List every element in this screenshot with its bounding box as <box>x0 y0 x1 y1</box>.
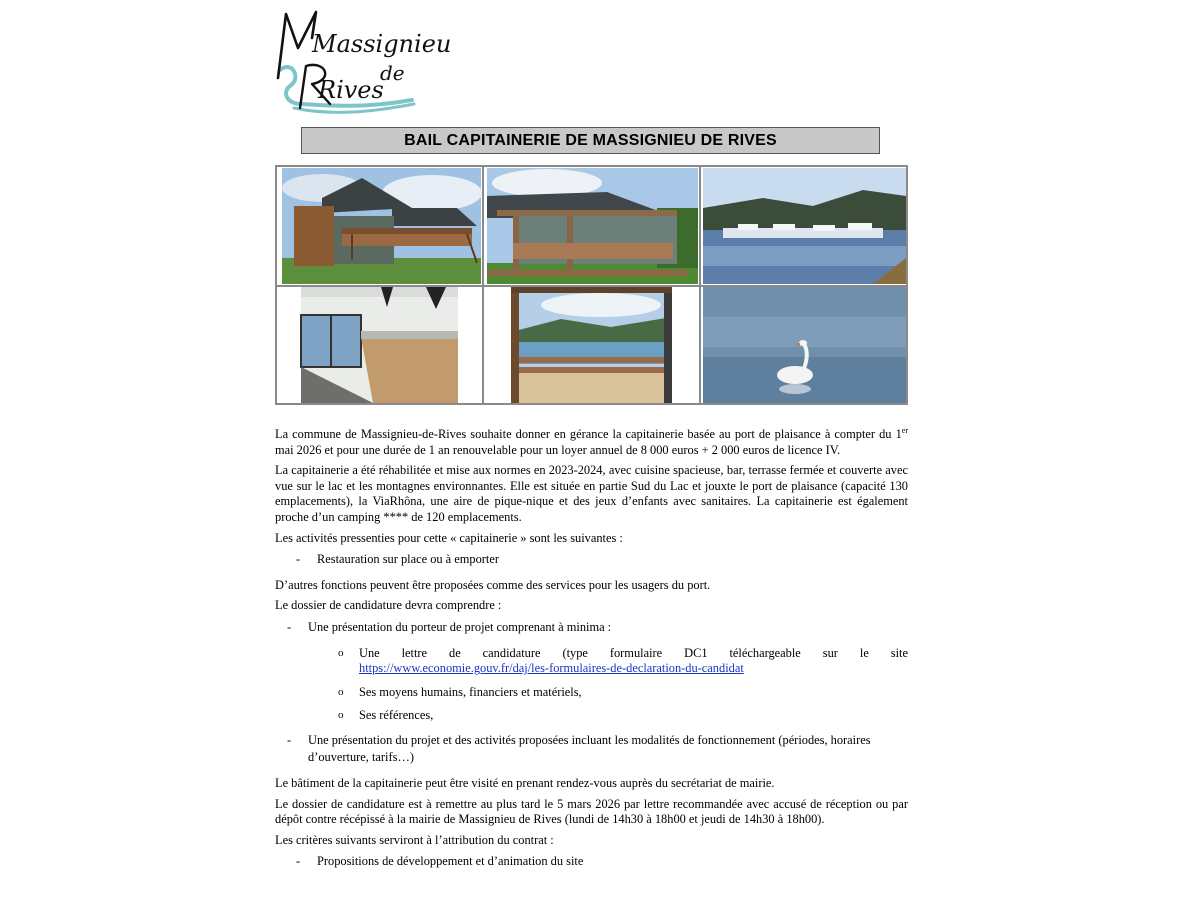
list-item: - Une présentation du projet et des activités proposées incluant les modalités de fonctionnement (périodes, horaires d’ouverture, tarifs…) <box>287 732 871 764</box>
document-title: BAIL CAPITAINERIE DE MASSIGNIEU DE RIVES <box>404 131 777 149</box>
sub-list-item: o Ses moyens humains, financiers et matériels, <box>338 684 582 699</box>
paragraph-criteria: Les critères suivants serviront à l’attribution du contrat : <box>275 832 554 847</box>
paragraph-activities: Les activités pressenties pour cette « capitainerie » sont les suivantes : <box>275 530 623 545</box>
dc1-form-link[interactable]: https://www.economie.gouv.fr/daj/les-formulaires-de-declaration-du-candidat <box>359 661 744 676</box>
dash-marker: - <box>287 732 292 747</box>
sub-list-item: o Ses références, <box>338 708 434 723</box>
paragraph-visit: Le bâtiment de la capitainerie peut être visité en prenant rendez-vous auprès du secrétariat de mairie. <box>275 775 775 790</box>
list-item: - Une présentation du porteur de projet comprenant à minima : <box>287 619 612 634</box>
sub-list-item: o Une lettre de candidature (type formulaire DC1 téléchargeable sur le site https://www.economie.gouv.fr/daj/les-formulaires-de-declaration-du-candidat <box>338 645 908 676</box>
paragraph-intro: La commune de Massignieu-de-Rives souhaite donner en gérance la capitainerie basée au port de plaisance à compter du 1er mai 2026 et pour une durée de 1 an renouvelable pour un loyer annuel de 8 000 euros + 2 000 euros de licence IV. <box>275 425 908 457</box>
circle-marker: o <box>338 646 344 659</box>
paragraph-description: La capitainerie a été réhabilitée et mise aux normes en 2023-2024, avec cuisine spacieuse, bar, terrasse fermée et couverte avec vue sur le lac et les montagnes environnantes. Elle est située en partie Sud du Lac et jouxte le port de plaisance (capacité 130 emplacements), la ViaRhôna, une aire de pique-nique et des jeux d’enfants avec sanitaires. La capitainerie est également proche d’un camping **** de 120 emplacements. <box>275 463 908 524</box>
paragraph-dossier: Le dossier de candidature devra comprendre : <box>275 598 502 613</box>
circle-marker: o <box>338 685 344 698</box>
photo-interior-bar <box>301 287 458 403</box>
dash-marker: - <box>287 619 292 634</box>
list-item: - Propositions de développement et d’animation du site <box>296 854 584 869</box>
photo-marina-boats <box>703 168 906 284</box>
photo-grid <box>275 165 908 405</box>
photo-building-exterior <box>282 168 481 284</box>
paragraph-deadline: Le dossier de candidature est à remettre au plus tard le 5 mars 2026 par lettre recommandée avec accusé de réception ou par dépôt contre récépissé à la mairie de Massignieu de Rives (lundi de 14h30 à 18h00 et jeudi de 14h30 à 18h00). <box>275 796 908 827</box>
photo-terrace-lake-view <box>511 287 672 403</box>
circle-marker: o <box>338 709 344 722</box>
list-item: - Restauration sur place ou à emporter <box>296 552 500 567</box>
photo-swan-lake <box>703 287 906 403</box>
photo-covered-terrace <box>487 168 698 284</box>
document-body <box>275 427 908 880</box>
svg-text:de: de <box>380 61 405 85</box>
paragraph-other-functions: D’autres fonctions peuvent être proposées comme des services pour les usagers du port. <box>275 577 711 592</box>
town-logo <box>272 8 452 116</box>
dash-marker: - <box>296 854 301 869</box>
logo-graphic <box>272 8 452 116</box>
dash-marker: - <box>296 552 301 567</box>
svg-text:Massignieu: Massignieu <box>312 30 452 58</box>
document-title-bar <box>301 127 880 154</box>
svg-text:Rives: Rives <box>318 76 384 104</box>
